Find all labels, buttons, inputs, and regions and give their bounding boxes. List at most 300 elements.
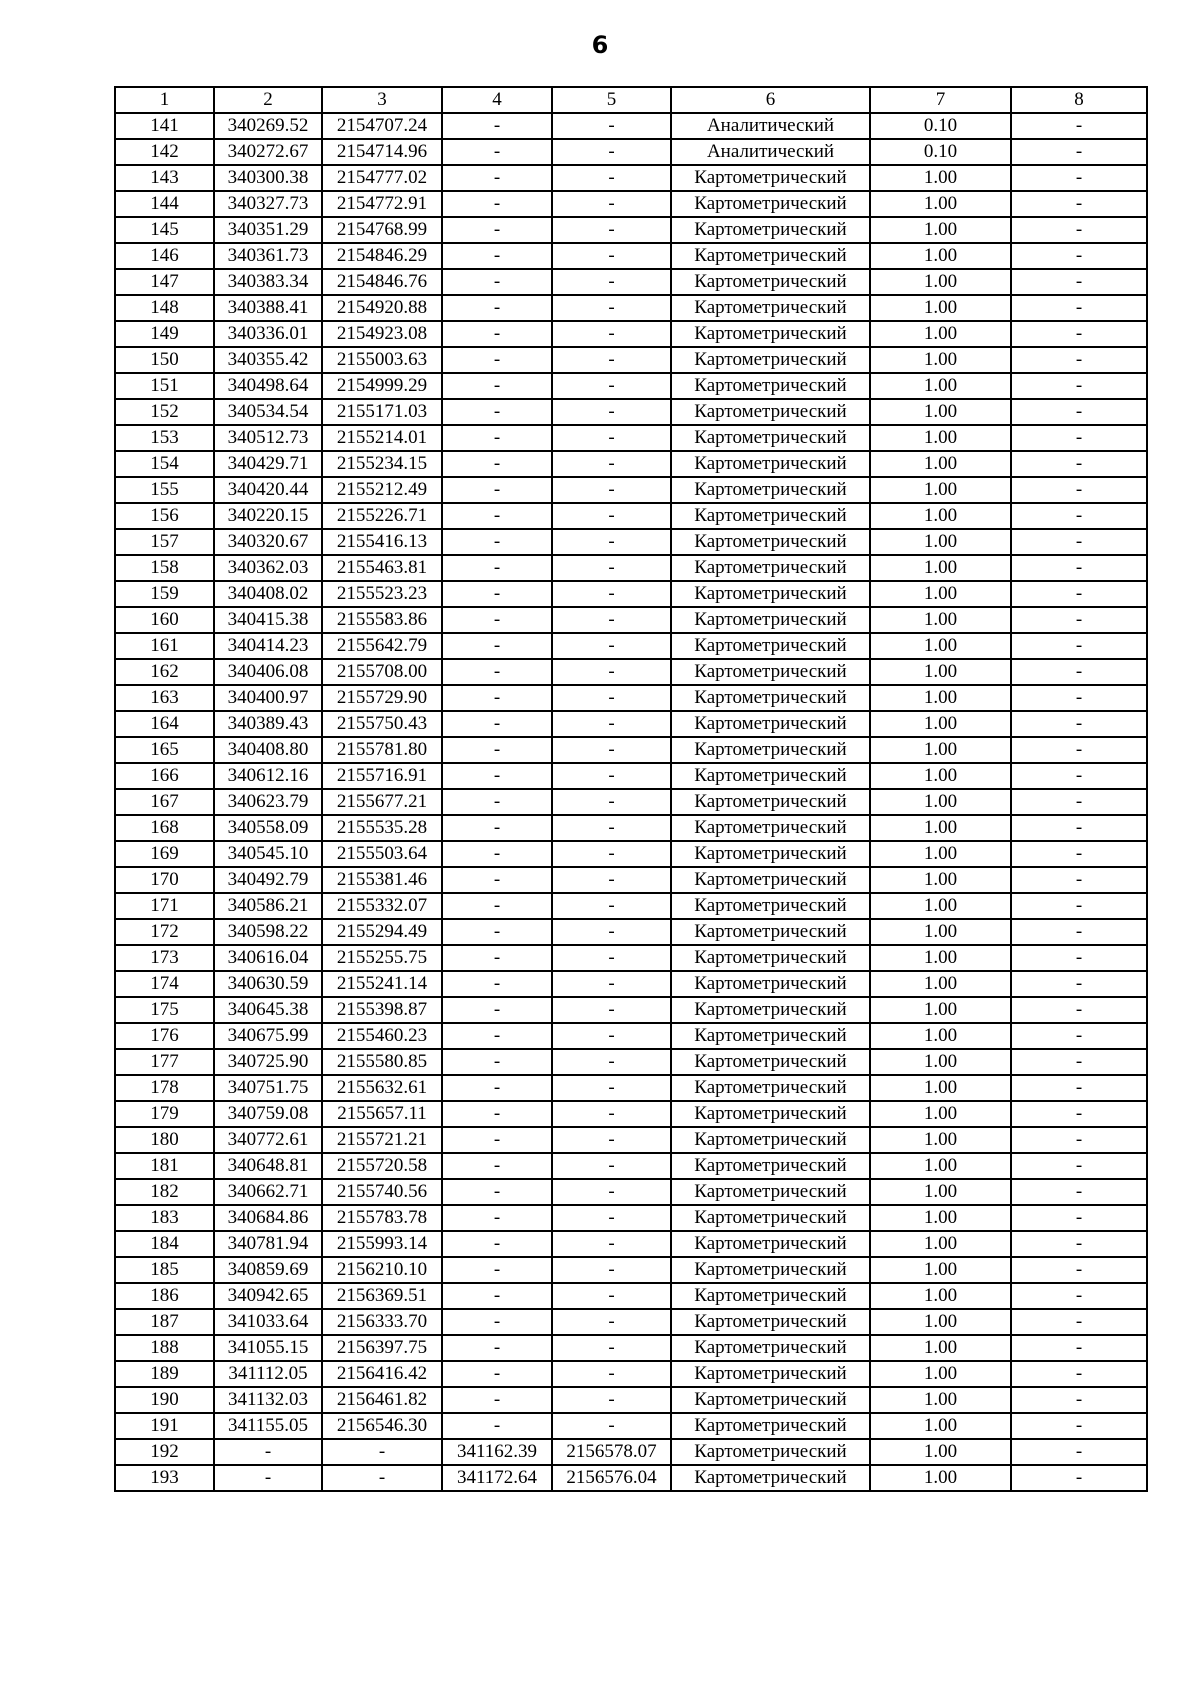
cell-point-number: 175 <box>115 997 214 1023</box>
cell-coord-x: 340388.41 <box>214 295 322 321</box>
cell-coord-x: 340623.79 <box>214 789 322 815</box>
cell-accuracy: 1.00 <box>870 451 1011 477</box>
cell-accuracy: 1.00 <box>870 1465 1011 1491</box>
cell-new-coord-x: - <box>442 737 552 763</box>
cell-accuracy: 1.00 <box>870 373 1011 399</box>
cell-coord-x: 340859.69 <box>214 1257 322 1283</box>
cell-note: - <box>1011 841 1147 867</box>
column-header-1: 1 <box>115 87 214 113</box>
cell-note: - <box>1011 867 1147 893</box>
cell-coord-y: 2155523.23 <box>322 581 442 607</box>
cell-coord-y: - <box>322 1439 442 1465</box>
cell-coord-x: 340558.09 <box>214 815 322 841</box>
cell-coord-y: 2155583.86 <box>322 607 442 633</box>
table-row <box>115 191 1147 217</box>
cell-coord-y: 2155716.91 <box>322 763 442 789</box>
cell-point-number: 181 <box>115 1153 214 1179</box>
cell-new-coord-y: - <box>552 659 671 685</box>
table-row <box>115 841 1147 867</box>
cell-new-coord-x: - <box>442 1127 552 1153</box>
cell-point-number: 168 <box>115 815 214 841</box>
cell-note: - <box>1011 347 1147 373</box>
cell-new-coord-x: - <box>442 893 552 919</box>
cell-new-coord-x: - <box>442 191 552 217</box>
cell-point-number: 184 <box>115 1231 214 1257</box>
cell-note: - <box>1011 1309 1147 1335</box>
cell-note: - <box>1011 373 1147 399</box>
cell-note: - <box>1011 581 1147 607</box>
table-row <box>115 1075 1147 1101</box>
cell-accuracy: 0.10 <box>870 113 1011 139</box>
column-header-7: 7 <box>870 87 1011 113</box>
cell-coord-y: 2155003.63 <box>322 347 442 373</box>
cell-point-number: 166 <box>115 763 214 789</box>
cell-new-coord-y: 2156578.07 <box>552 1439 671 1465</box>
cell-coord-y: 2156333.70 <box>322 1309 442 1335</box>
cell-coord-x: - <box>214 1439 322 1465</box>
cell-coord-x: 340662.71 <box>214 1179 322 1205</box>
cell-point-number: 147 <box>115 269 214 295</box>
cell-coord-x: 340362.03 <box>214 555 322 581</box>
cell-accuracy: 1.00 <box>870 399 1011 425</box>
cell-accuracy: 1.00 <box>870 711 1011 737</box>
cell-coord-y: 2155241.14 <box>322 971 442 997</box>
cell-note: - <box>1011 1205 1147 1231</box>
cell-new-coord-x: - <box>442 763 552 789</box>
table-row <box>115 1205 1147 1231</box>
table-row <box>115 1439 1147 1465</box>
cell-note: - <box>1011 1075 1147 1101</box>
cell-new-coord-y: - <box>552 1257 671 1283</box>
cell-coord-x: 340300.38 <box>214 165 322 191</box>
cell-new-coord-y: - <box>552 581 671 607</box>
cell-point-number: 167 <box>115 789 214 815</box>
cell-new-coord-y: - <box>552 503 671 529</box>
cell-accuracy: 1.00 <box>870 1101 1011 1127</box>
cell-method: Картометрический <box>671 945 870 971</box>
cell-new-coord-x: - <box>442 841 552 867</box>
cell-new-coord-y: - <box>552 139 671 165</box>
cell-new-coord-y: - <box>552 815 671 841</box>
table-row <box>115 243 1147 269</box>
table-row <box>115 451 1147 477</box>
cell-method: Аналитический <box>671 113 870 139</box>
cell-coord-y: 2155503.64 <box>322 841 442 867</box>
table-row <box>115 425 1147 451</box>
cell-coord-x: 340351.29 <box>214 217 322 243</box>
cell-new-coord-x: - <box>442 243 552 269</box>
cell-coord-y: 2155632.61 <box>322 1075 442 1101</box>
cell-point-number: 162 <box>115 659 214 685</box>
cell-new-coord-y: - <box>552 763 671 789</box>
table-row <box>115 633 1147 659</box>
cell-point-number: 163 <box>115 685 214 711</box>
cell-new-coord-x: - <box>442 269 552 295</box>
cell-method: Картометрический <box>671 217 870 243</box>
cell-coord-x: 340327.73 <box>214 191 322 217</box>
cell-new-coord-y: - <box>552 217 671 243</box>
cell-note: - <box>1011 139 1147 165</box>
cell-accuracy: 1.00 <box>870 321 1011 347</box>
cell-coord-x: 340545.10 <box>214 841 322 867</box>
cell-coord-y: 2154999.29 <box>322 373 442 399</box>
cell-new-coord-y: - <box>552 165 671 191</box>
column-header-8: 8 <box>1011 87 1147 113</box>
cell-note: - <box>1011 919 1147 945</box>
table-row <box>115 789 1147 815</box>
table-row <box>115 373 1147 399</box>
cell-note: - <box>1011 1335 1147 1361</box>
cell-coord-y: 2154777.02 <box>322 165 442 191</box>
cell-coord-y: 2154772.91 <box>322 191 442 217</box>
cell-new-coord-y: - <box>552 113 671 139</box>
cell-new-coord-x: - <box>442 867 552 893</box>
coordinates-table <box>114 86 1148 1492</box>
table-body <box>115 113 1147 1491</box>
cell-new-coord-y: - <box>552 477 671 503</box>
cell-accuracy: 1.00 <box>870 425 1011 451</box>
cell-method: Картометрический <box>671 1387 870 1413</box>
table-row <box>115 1283 1147 1309</box>
cell-note: - <box>1011 295 1147 321</box>
cell-note: - <box>1011 1413 1147 1439</box>
cell-new-coord-y: 2156576.04 <box>552 1465 671 1491</box>
cell-accuracy: 1.00 <box>870 659 1011 685</box>
table-row <box>115 477 1147 503</box>
cell-point-number: 173 <box>115 945 214 971</box>
cell-coord-x: 340612.16 <box>214 763 322 789</box>
cell-new-coord-x: - <box>442 1257 552 1283</box>
cell-point-number: 156 <box>115 503 214 529</box>
cell-accuracy: 1.00 <box>870 685 1011 711</box>
cell-accuracy: 1.00 <box>870 945 1011 971</box>
cell-method: Картометрический <box>671 1439 870 1465</box>
cell-method: Картометрический <box>671 815 870 841</box>
cell-method: Картометрический <box>671 555 870 581</box>
cell-coord-x: 340759.08 <box>214 1101 322 1127</box>
cell-method: Картометрический <box>671 633 870 659</box>
cell-coord-x: 341033.64 <box>214 1309 322 1335</box>
cell-method: Картометрический <box>671 789 870 815</box>
cell-note: - <box>1011 1361 1147 1387</box>
table-row <box>115 1231 1147 1257</box>
cell-accuracy: 1.00 <box>870 763 1011 789</box>
cell-coord-x: 340534.54 <box>214 399 322 425</box>
cell-accuracy: 1.00 <box>870 1231 1011 1257</box>
cell-point-number: 169 <box>115 841 214 867</box>
cell-accuracy: 1.00 <box>870 1049 1011 1075</box>
cell-coord-y: 2155460.23 <box>322 1023 442 1049</box>
cell-new-coord-y: - <box>552 737 671 763</box>
cell-accuracy: 1.00 <box>870 1335 1011 1361</box>
cell-method: Картометрический <box>671 1465 870 1491</box>
cell-new-coord-x: - <box>442 113 552 139</box>
cell-method: Картометрический <box>671 659 870 685</box>
cell-method: Картометрический <box>671 1023 870 1049</box>
cell-new-coord-y: - <box>552 321 671 347</box>
cell-accuracy: 1.00 <box>870 1205 1011 1231</box>
cell-method: Картометрический <box>671 711 870 737</box>
cell-new-coord-y: - <box>552 269 671 295</box>
cell-point-number: 150 <box>115 347 214 373</box>
cell-point-number: 172 <box>115 919 214 945</box>
cell-new-coord-y: - <box>552 1049 671 1075</box>
cell-note: - <box>1011 893 1147 919</box>
cell-note: - <box>1011 269 1147 295</box>
table-row <box>115 815 1147 841</box>
cell-accuracy: 1.00 <box>870 815 1011 841</box>
cell-method: Картометрический <box>671 1179 870 1205</box>
table-row <box>115 867 1147 893</box>
cell-new-coord-x: - <box>442 1309 552 1335</box>
cell-accuracy: 1.00 <box>870 789 1011 815</box>
cell-method: Картометрический <box>671 841 870 867</box>
cell-new-coord-y: - <box>552 1205 671 1231</box>
table-row <box>115 711 1147 737</box>
column-header-6: 6 <box>671 87 870 113</box>
cell-coord-y: 2155416.13 <box>322 529 442 555</box>
cell-method: Картометрический <box>671 893 870 919</box>
cell-accuracy: 1.00 <box>870 1309 1011 1335</box>
cell-new-coord-x: - <box>442 425 552 451</box>
cell-new-coord-y: - <box>552 347 671 373</box>
cell-coord-y: 2155677.21 <box>322 789 442 815</box>
cell-coord-x: - <box>214 1465 322 1491</box>
cell-new-coord-x: 341172.64 <box>442 1465 552 1491</box>
cell-point-number: 157 <box>115 529 214 555</box>
cell-method: Картометрический <box>671 295 870 321</box>
cell-coord-y: 2155721.21 <box>322 1127 442 1153</box>
cell-new-coord-x: - <box>442 1179 552 1205</box>
cell-accuracy: 1.00 <box>870 477 1011 503</box>
table-row <box>115 581 1147 607</box>
cell-coord-x: 340725.90 <box>214 1049 322 1075</box>
cell-method: Картометрический <box>671 1049 870 1075</box>
cell-new-coord-x: - <box>442 1361 552 1387</box>
cell-note: - <box>1011 1465 1147 1491</box>
cell-coord-y: 2155255.75 <box>322 945 442 971</box>
cell-note: - <box>1011 243 1147 269</box>
cell-point-number: 148 <box>115 295 214 321</box>
cell-method: Картометрический <box>671 867 870 893</box>
cell-new-coord-x: - <box>442 347 552 373</box>
cell-coord-y: 2155226.71 <box>322 503 442 529</box>
cell-new-coord-y: - <box>552 789 671 815</box>
table-row <box>115 165 1147 191</box>
cell-new-coord-y: - <box>552 711 671 737</box>
table-row <box>115 1127 1147 1153</box>
cell-coord-x: 340492.79 <box>214 867 322 893</box>
cell-point-number: 144 <box>115 191 214 217</box>
cell-coord-x: 340220.15 <box>214 503 322 529</box>
cell-coord-y: 2155729.90 <box>322 685 442 711</box>
cell-note: - <box>1011 971 1147 997</box>
cell-method: Картометрический <box>671 685 870 711</box>
cell-new-coord-y: - <box>552 971 671 997</box>
cell-new-coord-y: - <box>552 555 671 581</box>
cell-method: Картометрический <box>671 1257 870 1283</box>
cell-method: Картометрический <box>671 971 870 997</box>
cell-coord-x: 340781.94 <box>214 1231 322 1257</box>
cell-note: - <box>1011 113 1147 139</box>
cell-coord-y: 2155657.11 <box>322 1101 442 1127</box>
cell-method: Картометрический <box>671 1101 870 1127</box>
cell-new-coord-x: - <box>442 789 552 815</box>
table-row <box>115 737 1147 763</box>
cell-coord-y: 2154768.99 <box>322 217 442 243</box>
cell-coord-x: 340415.38 <box>214 607 322 633</box>
cell-accuracy: 1.00 <box>870 633 1011 659</box>
cell-new-coord-x: - <box>442 659 552 685</box>
table-row <box>115 685 1147 711</box>
cell-new-coord-x: - <box>442 1413 552 1439</box>
cell-method: Картометрический <box>671 529 870 555</box>
cell-accuracy: 1.00 <box>870 919 1011 945</box>
cell-coord-x: 340383.34 <box>214 269 322 295</box>
cell-new-coord-y: - <box>552 893 671 919</box>
table-row <box>115 399 1147 425</box>
table-row <box>115 763 1147 789</box>
cell-point-number: 149 <box>115 321 214 347</box>
cell-new-coord-y: - <box>552 399 671 425</box>
cell-coord-y: 2155294.49 <box>322 919 442 945</box>
cell-accuracy: 1.00 <box>870 1179 1011 1205</box>
cell-accuracy: 0.10 <box>870 139 1011 165</box>
cell-coord-y: 2156397.75 <box>322 1335 442 1361</box>
cell-method: Картометрический <box>671 373 870 399</box>
cell-point-number: 171 <box>115 893 214 919</box>
table-row <box>115 1101 1147 1127</box>
cell-method: Картометрический <box>671 737 870 763</box>
cell-new-coord-x: - <box>442 477 552 503</box>
cell-coord-x: 340389.43 <box>214 711 322 737</box>
cell-accuracy: 1.00 <box>870 1153 1011 1179</box>
cell-new-coord-x: - <box>442 1205 552 1231</box>
table-row <box>115 503 1147 529</box>
cell-new-coord-x: - <box>442 1335 552 1361</box>
cell-new-coord-y: - <box>552 997 671 1023</box>
cell-coord-y: 2154846.29 <box>322 243 442 269</box>
cell-coord-y: 2155234.15 <box>322 451 442 477</box>
cell-new-coord-y: - <box>552 1075 671 1101</box>
cell-coord-y: 2155398.87 <box>322 997 442 1023</box>
cell-accuracy: 1.00 <box>870 1439 1011 1465</box>
cell-new-coord-x: - <box>442 1153 552 1179</box>
cell-coord-x: 340648.81 <box>214 1153 322 1179</box>
cell-note: - <box>1011 737 1147 763</box>
cell-new-coord-y: - <box>552 1179 671 1205</box>
cell-new-coord-x: - <box>442 139 552 165</box>
table-row <box>115 1049 1147 1075</box>
cell-coord-y: - <box>322 1465 442 1491</box>
cell-point-number: 182 <box>115 1179 214 1205</box>
cell-note: - <box>1011 1439 1147 1465</box>
cell-point-number: 192 <box>115 1439 214 1465</box>
cell-note: - <box>1011 477 1147 503</box>
cell-new-coord-x: - <box>442 321 552 347</box>
cell-coord-x: 341132.03 <box>214 1387 322 1413</box>
table-row <box>115 529 1147 555</box>
cell-new-coord-x: - <box>442 1049 552 1075</box>
table-row <box>115 217 1147 243</box>
cell-accuracy: 1.00 <box>870 1075 1011 1101</box>
cell-new-coord-x: - <box>442 633 552 659</box>
cell-accuracy: 1.00 <box>870 1257 1011 1283</box>
cell-coord-y: 2155214.01 <box>322 425 442 451</box>
cell-note: - <box>1011 451 1147 477</box>
cell-new-coord-x: - <box>442 581 552 607</box>
cell-accuracy: 1.00 <box>870 607 1011 633</box>
cell-new-coord-x: - <box>442 711 552 737</box>
cell-coord-y: 2154846.76 <box>322 269 442 295</box>
cell-coord-y: 2156461.82 <box>322 1387 442 1413</box>
cell-new-coord-y: - <box>552 451 671 477</box>
cell-method: Картометрический <box>671 1075 870 1101</box>
cell-new-coord-y: - <box>552 191 671 217</box>
table-row <box>115 347 1147 373</box>
cell-note: - <box>1011 191 1147 217</box>
cell-note: - <box>1011 1387 1147 1413</box>
cell-accuracy: 1.00 <box>870 971 1011 997</box>
cell-new-coord-x: - <box>442 399 552 425</box>
column-header-5: 5 <box>552 87 671 113</box>
cell-method: Картометрический <box>671 1413 870 1439</box>
cell-coord-x: 340675.99 <box>214 1023 322 1049</box>
cell-method: Картометрический <box>671 477 870 503</box>
cell-point-number: 189 <box>115 1361 214 1387</box>
cell-point-number: 155 <box>115 477 214 503</box>
cell-note: - <box>1011 503 1147 529</box>
cell-new-coord-y: - <box>552 1387 671 1413</box>
cell-coord-y: 2156546.30 <box>322 1413 442 1439</box>
cell-method: Картометрический <box>671 347 870 373</box>
cell-new-coord-y: - <box>552 1361 671 1387</box>
cell-point-number: 177 <box>115 1049 214 1075</box>
cell-method: Картометрический <box>671 763 870 789</box>
table-row <box>115 945 1147 971</box>
cell-new-coord-x: - <box>442 295 552 321</box>
cell-accuracy: 1.00 <box>870 555 1011 581</box>
column-header-3: 3 <box>322 87 442 113</box>
cell-new-coord-x: - <box>442 165 552 191</box>
cell-new-coord-x: - <box>442 1023 552 1049</box>
cell-point-number: 159 <box>115 581 214 607</box>
table-row <box>115 139 1147 165</box>
cell-accuracy: 1.00 <box>870 217 1011 243</box>
cell-new-coord-x: - <box>442 1387 552 1413</box>
table-row <box>115 1387 1147 1413</box>
cell-new-coord-y: - <box>552 867 671 893</box>
cell-new-coord-x: - <box>442 919 552 945</box>
cell-new-coord-x: - <box>442 555 552 581</box>
cell-method: Картометрический <box>671 321 870 347</box>
cell-note: - <box>1011 425 1147 451</box>
cell-coord-y: 2155720.58 <box>322 1153 442 1179</box>
cell-point-number: 180 <box>115 1127 214 1153</box>
cell-point-number: 164 <box>115 711 214 737</box>
cell-method: Картометрический <box>671 1153 870 1179</box>
cell-new-coord-x: - <box>442 373 552 399</box>
cell-new-coord-y: - <box>552 1101 671 1127</box>
table-row <box>115 321 1147 347</box>
cell-accuracy: 1.00 <box>870 347 1011 373</box>
cell-coord-x: 340408.02 <box>214 581 322 607</box>
cell-note: - <box>1011 1101 1147 1127</box>
table-row <box>115 1179 1147 1205</box>
cell-accuracy: 1.00 <box>870 841 1011 867</box>
cell-new-coord-y: - <box>552 243 671 269</box>
cell-accuracy: 1.00 <box>870 737 1011 763</box>
